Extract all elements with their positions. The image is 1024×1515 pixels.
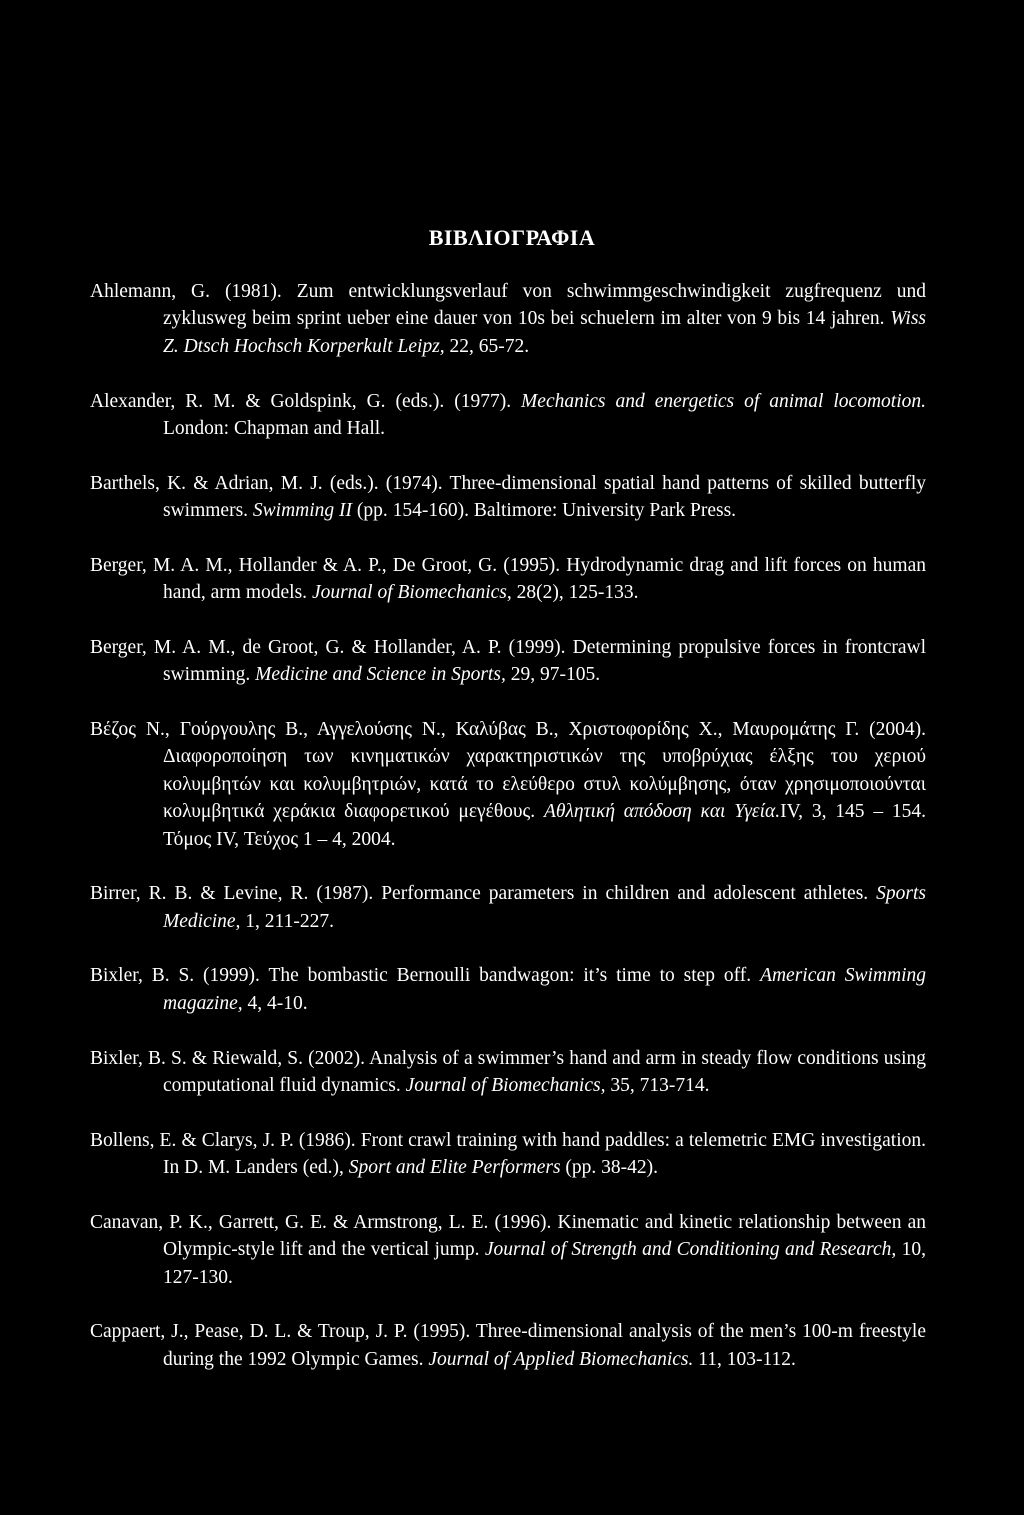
reference-authors: Alexander, R. M. & Goldspink, G. (eds.). (1977). (90, 390, 522, 412)
reference-tail: 11, 103-112. (693, 1348, 796, 1370)
reference-authors: Cappaert, J., Pease, D. L. & Troup, J. P. (1995). (90, 1321, 476, 1343)
reference-entry (90, 552, 926, 607)
reference-entry (90, 716, 926, 853)
reference-tail: (pp. 38-42). (560, 1157, 659, 1179)
reference-text: Zum entwicklungsverlauf von schwimmgeschwindigkeit zugfrequenz und zyklusweg beim sprint ueber eine dauer von 10s bei schuelern im alter von 9 bis 14 jahren. (163, 281, 926, 330)
reference-tail: 4, 4-10. (242, 992, 308, 1014)
reference-text: Determining propulsive forces in frontcrawl swimming. (163, 636, 926, 686)
reference-authors: Ahlemann, G. (1981). (90, 281, 297, 302)
reference-authors: Βέζος Ν., Γούργουλης Β., Αγγελούσης Ν., Καλύβας Β., Χριστοφορίδης Χ., Μαυρομάτης Γ. (2004). (90, 718, 926, 740)
reference-entry (90, 1209, 926, 1291)
reference-tail: (pp. 154-160). Baltimore: University Park Press. (352, 500, 737, 522)
reference-text: Three-dimensional analysis of the men’s 100-m freestyle during the 1992 Olympic Games. (163, 1321, 926, 1370)
reference-entry (90, 278, 926, 360)
reference-tail: London: Chapman and Hall. (163, 417, 386, 439)
reference-entry (90, 1318, 926, 1373)
reference-text: Hydrodynamic drag and lift forces on human hand, arm models. (163, 554, 926, 604)
reference-entry (90, 634, 926, 689)
reference-authors: Barthels, K. & Adrian, M. J. (eds.). (1974). (90, 472, 450, 494)
reference-text: The bombastic Bernoulli bandwagon: it’s time to step off. (268, 965, 761, 987)
reference-authors: Birrer, R. B. & Levine, R. (1987). (90, 883, 382, 905)
reference-authors: Canavan, P. K., Garrett, G. E. & Armstrong, L. E. (1996). (90, 1211, 558, 1233)
reference-tail: IV, 3, 145 – 154. Τόμος IV, Τεύχος 1 – 4, 2004. (163, 801, 927, 850)
reference-text: Performance parameters in children and adolescent athletes. (381, 883, 877, 905)
reference-tail: 10, 127-130. (163, 1239, 926, 1288)
reference-source: Wiss Z. Dtsch Hochsch Korperkult Leipz, (163, 308, 926, 357)
reference-source: Swimming II (252, 500, 353, 522)
reference-source: Medicine and Science in Sports, (255, 664, 506, 686)
reference-entry (90, 1045, 926, 1100)
reference-text: Front crawl training with hand paddles: a telemetric EMG investigation. In D. M. Landers (ed.), (163, 1129, 926, 1179)
reference-source: Sport and Elite Performers (348, 1157, 561, 1179)
reference-authors: Bollens, E. & Clarys, J. P. (1986). (90, 1129, 361, 1151)
reference-text: Διαφοροποίηση των κινηματικών χαρακτηριστικών της υποβρύχιας έλξης του χεριού κολυμβητών και κολυμβητριών, κατά το ελεύθερο στυλ κολύμβησης, όταν χρησιμοποιούνται κολυμβητικά χεράκια διαφορετικού μεγέθους. (163, 746, 926, 823)
reference-entry (90, 470, 926, 525)
reference-entry (90, 962, 926, 1017)
reference-entry (90, 880, 926, 935)
reference-list (90, 278, 926, 1400)
reference-tail: 1, 211-227. (240, 910, 334, 932)
reference-text: Three-dimensional spatial hand patterns of skilled butterfly swimmers. (163, 472, 926, 522)
reference-source: Journal of Biomechanics, (405, 1074, 606, 1096)
reference-entry (90, 1127, 926, 1182)
reference-entry (90, 388, 926, 443)
reference-text: Kinematic and kinetic relationship between an Olympic-style lift and the vertical jump. (163, 1211, 926, 1261)
reference-text: Analysis of a swimmer’s hand and arm in steady flow conditions using computational fluid dynamics. (163, 1047, 926, 1096)
reference-authors: Berger, M. A. M., Hollander & A. P., De Groot, G. (1995). (90, 554, 567, 576)
reference-source: Mechanics and energetics of animal locomotion. (521, 390, 926, 412)
reference-source: Sports Medicine, (163, 883, 926, 932)
reference-authors: Bixler, B. S. & Riewald, S. (2002). (90, 1047, 370, 1069)
reference-source: Journal of Biomechanics, (311, 582, 512, 604)
reference-source: Journal of Applied Biomechanics. (428, 1348, 694, 1370)
reference-tail: 22, 65-72. (444, 335, 530, 357)
reference-tail: 28(2), 125-133. (511, 582, 639, 604)
reference-tail: 29, 97-105. (505, 664, 601, 686)
reference-authors: Bixler, B. S. (1999). (90, 965, 269, 987)
reference-authors: Berger, M. A. M., de Groot, G. & Hollander, A. P. (1999). (90, 636, 573, 658)
reference-source: Αθλητική απόδοση και Υγεία. (543, 801, 781, 823)
reference-source: American Swimming magazine, (163, 965, 926, 1014)
reference-source: Journal of Strength and Conditioning and Research, (484, 1239, 897, 1261)
page-title: ΒΙΒΛΙΟΓΡΑΦΙΑ (428, 225, 596, 250)
reference-tail: 35, 713-714. (605, 1074, 710, 1096)
